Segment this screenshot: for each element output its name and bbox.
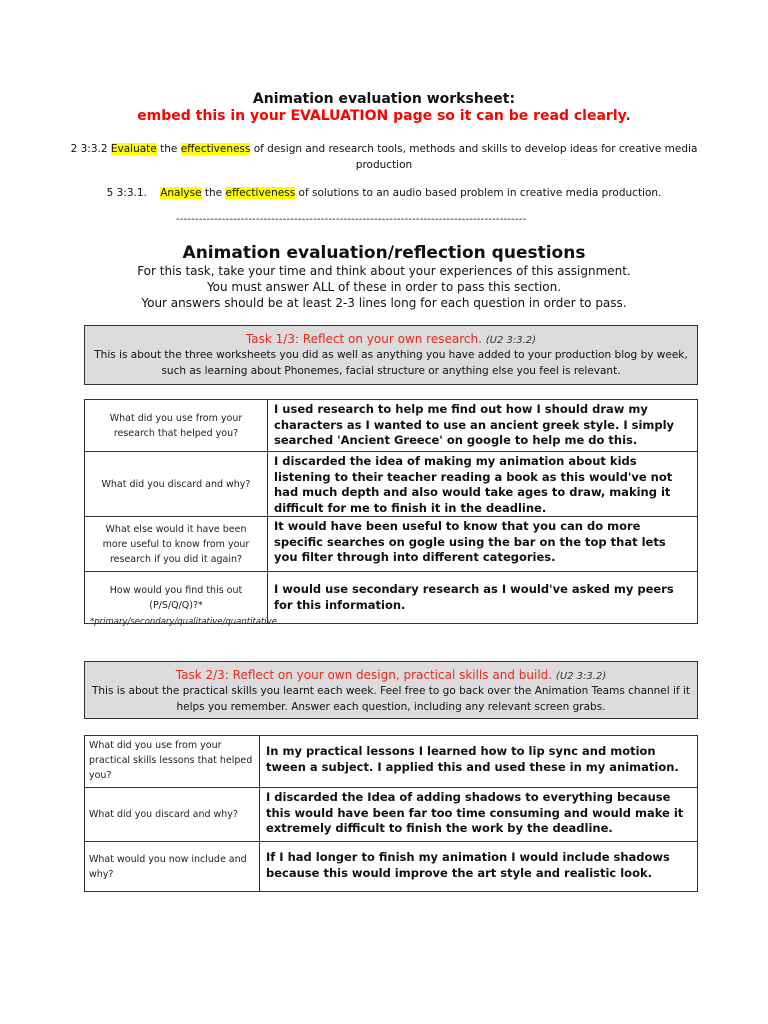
task-1-description: This is about the three worksheets you did as well as anything you have added to your production blog by week, such as learning about Phonemes, facial structure or anything else you feel is relevant. (94, 349, 688, 377)
task-2-heading-text: Task 2/3: Reflect on your own design, practical skills and build. (175, 668, 553, 682)
table-row (85, 736, 698, 788)
answer-cell[interactable]: I used research to help me find out how I should draw my characters as I wanted to use an ancient greek style. I simply searched 'Ancient Greece' on google to help me do this. (268, 400, 698, 452)
task-2-heading (85, 668, 697, 682)
criterion-1 (60, 141, 708, 173)
answer-cell[interactable]: I discarded the Idea of adding shadows to everything because this would have been far too time consuming and would make it extremely difficult to finish the work by the deadline. (260, 788, 698, 842)
criterion-1-text: the (156, 143, 181, 155)
task-1-header-box (84, 325, 698, 385)
answer-cell[interactable]: In my practical lessons I learned how to lip sync and motion tween a subject. I applied this and used these in my animation. (260, 736, 698, 788)
question-cell: What did you discard and why? (85, 452, 268, 517)
worksheet-instruction: embed this in your EVALUATION page so it can be read clearly. (137, 108, 631, 124)
question-cell: What else would it have been more useful to know from your research if you did it again? (85, 517, 268, 572)
criterion-2-text: the (201, 187, 226, 199)
answer-cell[interactable]: I would use secondary research as I would've asked my peers for this information. (268, 572, 698, 624)
questions-intro (0, 263, 768, 311)
task-1-heading (85, 332, 697, 346)
answer-cell[interactable]: If I had longer to finish my animation I would include shadows because this would improve the art style and realistic look. (260, 842, 698, 892)
criterion-1-keyword-effectiveness: effectiveness (180, 143, 251, 155)
table-row (85, 572, 698, 624)
criterion-2-keyword-effectiveness: effectiveness (225, 187, 296, 199)
criterion-2 (0, 187, 768, 199)
table-row (85, 400, 698, 452)
table-row (85, 842, 698, 892)
divider-line: -------------------------------------------------------------------------------------------- (176, 214, 527, 225)
intro-line: For this task, take your time and think about your experiences of this assignment. (137, 264, 631, 278)
task-2-code: (U2 3:3.2) (555, 671, 607, 682)
task-1-table (84, 399, 698, 624)
question-cell: What did you use from your practical skills lessons that helped you? (85, 736, 260, 788)
question-cell: What did you use from your research that helped you? (85, 400, 268, 452)
task-2-header-box (84, 661, 698, 719)
criterion-1-rest: of design and research tools, methods and skills to develop ideas for creative media production (250, 143, 698, 171)
task-1-code: (U2 3:3.2) (485, 335, 537, 346)
criterion-2-code: 5 3:3.1. (106, 187, 161, 199)
task-2-table (84, 735, 698, 892)
footnote: *primary/secondary/qualitative/quantitative (90, 617, 277, 627)
criterion-1-keyword-evaluate: Evaluate (110, 143, 157, 155)
intro-line: You must answer ALL of these in order to pass this section. (206, 280, 562, 294)
task-2-description: This is about the practical skills you learnt each week. Feel free to go back over the Animation Teams channel if it helps you remember. Answer each question, including any relevant screen grabs. (91, 685, 691, 713)
criterion-2-rest: of solutions to an audio based problem in creative media production. (295, 187, 662, 199)
table-row (85, 517, 698, 572)
question-cell: What would you now include and why? (85, 842, 260, 892)
criterion-2-keyword-analyse: Analyse (160, 187, 202, 199)
table-row (85, 452, 698, 517)
worksheet-title: Animation evaluation worksheet: (252, 91, 516, 107)
answer-cell[interactable]: I discarded the idea of making my animation about kids listening to their teacher reading a book as this would've not had much depth and also would take ages to draw, making it difficult for me to finish it in the deadline. (268, 452, 698, 517)
table-row (85, 788, 698, 842)
questions-title: Animation evaluation/reflection questions (182, 243, 586, 263)
answer-cell[interactable]: It would have been useful to know that you can do more specific searches on gogle using the bar on the top that lets you filter through into different categories. (268, 517, 698, 572)
question-cell: What did you discard and why? (85, 788, 260, 842)
task-1-heading-text: Task 1/3: Reflect on your own research. (245, 332, 482, 346)
question-cell: How would you find this out (P/S/Q/Q)?* (85, 572, 268, 624)
intro-line: Your answers should be at least 2-3 lines long for each question in order to pass. (141, 296, 627, 310)
criterion-1-code: 2 3:3.2 (70, 143, 111, 155)
